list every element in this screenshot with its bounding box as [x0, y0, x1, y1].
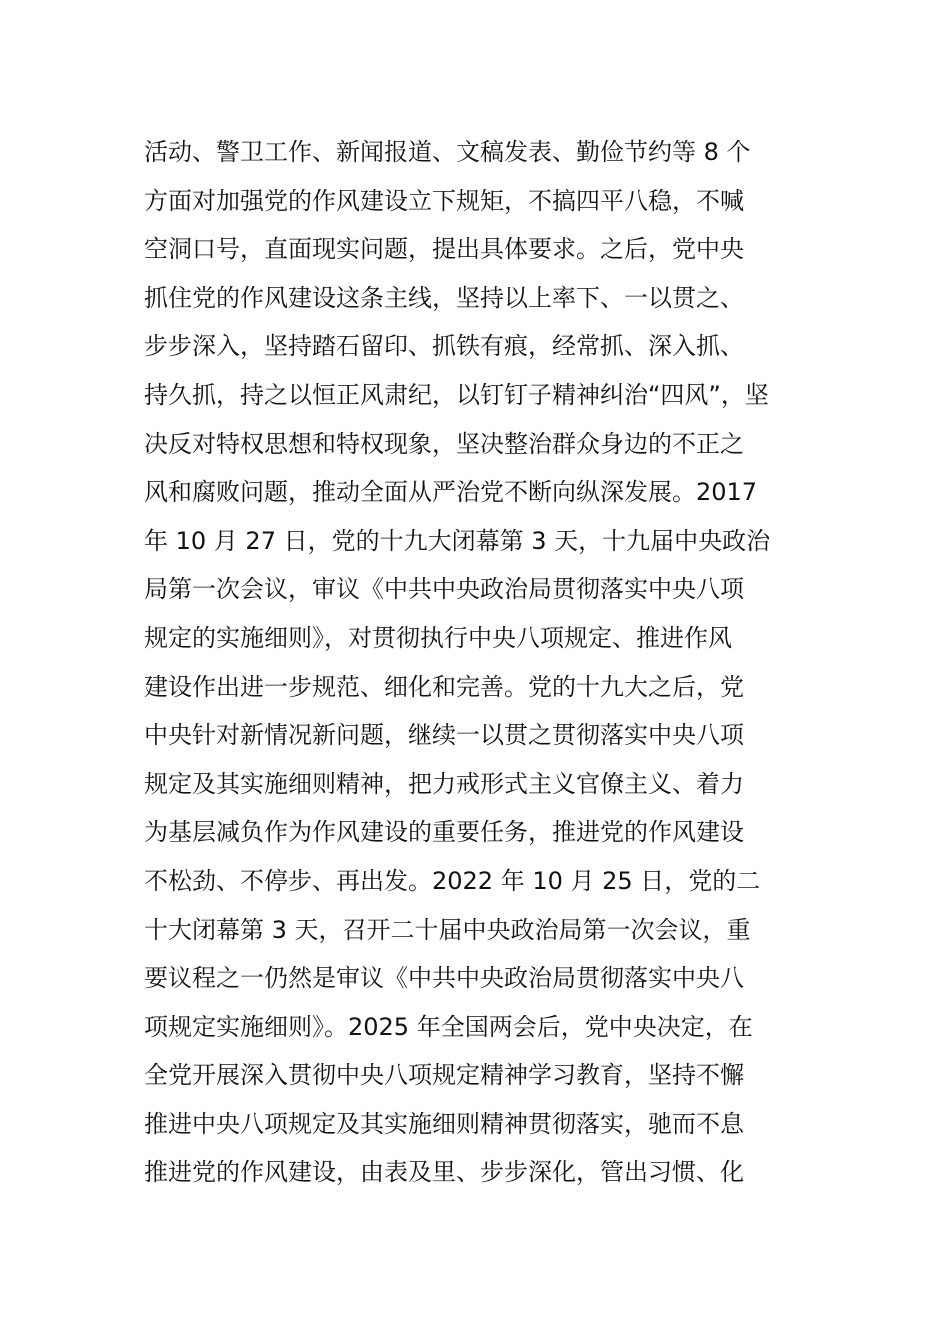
- text-line: 持久抓，持之以恒正风肃纪，以钉钉子精神纠治“四风”，坚: [144, 380, 769, 409]
- text-line: 要议程之一仍然是审议《中共中央政治局贯彻落实中央八: [144, 964, 744, 993]
- text-line: 空洞口号，直面现实问题，提出具体要求。之后，党中央: [144, 235, 744, 264]
- text-line: 抓住党的作风建设这条主线，坚持以上率下、一以贯之、: [144, 283, 744, 312]
- text-line: 局第一次会议，审议《中共中央政治局贯彻落实中央八项: [144, 575, 744, 604]
- text-line: 规定的实施细则》，对贯彻执行中央八项规定、推进作风: [144, 623, 732, 652]
- text-line: 规定及其实施细则精神，把力戒形式主义官僚主义、着力: [144, 769, 744, 798]
- text-line: 建设作出进一步规范、细化和完善。党的十九大之后，党: [144, 672, 744, 701]
- text-line: 推进中央八项规定及其实施细则精神贯彻落实，驰而不息: [144, 1109, 744, 1138]
- text-line: 风和腐败问题，推动全面从严治党不断向纵深发展。2017: [144, 478, 758, 507]
- text-line: 全党开展深入贯彻中央八项规定精神学习教育，坚持不懈: [144, 1061, 744, 1090]
- text-line: 不松劲、不停步、再出发。2022 年 10 月 25 日，党的二: [144, 866, 761, 895]
- text-line: 推进党的作风建设，由表及里、步步深化，管出习惯、化: [144, 1158, 744, 1187]
- text-line: 年 10 月 27 日，党的十九大闭幕第 3 天，十九届中央政治: [144, 526, 771, 555]
- text-line: 方面对加强党的作风建设立下规矩，不搞四平八稳，不喊: [144, 186, 744, 215]
- body-paragraph: [144, 128, 824, 1197]
- text-line: 十大闭幕第 3 天，召开二十届中央政治局第一次会议，重: [144, 915, 751, 944]
- text-line: 项规定实施细则》。2025 年全国两会后，党中央决定，在: [144, 1012, 753, 1041]
- text-line: 为基层减负作为作风建设的重要任务，推进党的作风建设: [144, 818, 744, 847]
- text-line: 活动、警卫工作、新闻报道、文稿发表、勤俭节约等 8 个: [144, 138, 751, 166]
- text-line: 决反对特权思想和特权现象，坚决整治群众身边的不正之: [144, 429, 744, 458]
- text-line: 中央针对新情况新问题，继续一以贯之贯彻落实中央八项: [144, 721, 744, 750]
- text-line: 步步深入，坚持踏石留印、抓铁有痕，经常抓、深入抓、: [144, 332, 744, 361]
